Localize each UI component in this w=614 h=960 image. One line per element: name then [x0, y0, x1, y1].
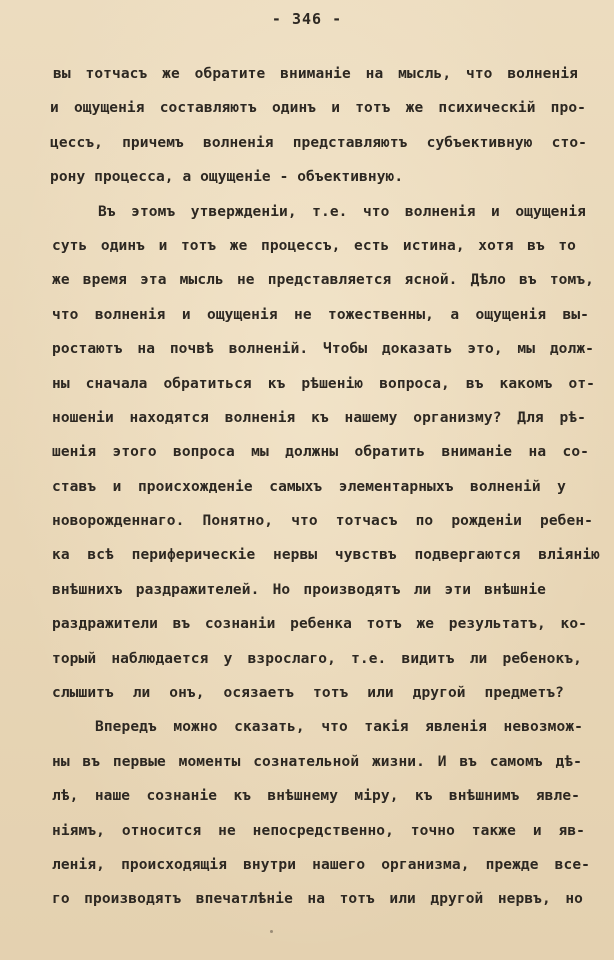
text-line: Впередъ можно сказать, что такія явленія невозмож- [95, 719, 583, 736]
text-line: рону процесса, а ощущеніе - объективную. [50, 169, 404, 186]
text-line: ношеніи находятся волненія къ нашему организму? Для рѣ- [52, 409, 586, 426]
paragraph-2 [0, 198, 614, 714]
text-line: же время эта мысль не представляется ясной. Дѣло въ томъ, [52, 272, 594, 289]
text-line: лѣ, наше сознаніе къ внѣшнему міру, къ внѣшнимъ явле- [52, 788, 580, 805]
text-line: раздражители въ сознаніи ребенка тотъ же результатъ, ко- [52, 616, 587, 633]
text-line: ленія, происходящія внутри нашего организма, прежде все- [52, 856, 590, 873]
text-line: внѣшнихъ раздражителей. Но производятъ ли эти внѣшніе [52, 581, 546, 598]
text-line: вы тотчасъ же обратите вниманіе на мысль, что волненія [53, 66, 578, 82]
paper-speck [270, 930, 273, 933]
text-line: слышитъ ли онъ, осязаетъ тотъ или другой предметъ? [52, 685, 564, 702]
text-line: и ощущенія составляютъ одинъ и тотъ же психическій про- [50, 100, 586, 117]
text-line: Въ этомъ утвержденіи, т.е. что волненія и ощущенія [98, 203, 586, 220]
text-line: ставъ и происхожденіе самыхъ элементарныхъ волненій у [52, 478, 566, 495]
text-line: что волненія и ощущенія не тожественны, а ощущенія вы- [52, 306, 589, 323]
text-line: шенія этого вопроса мы должны обратить вниманіе на со- [52, 444, 589, 461]
text-line: го производятъ впечатлѣніе на тотъ или другой нервъ, но [52, 891, 583, 908]
text-line: ны сначала обратиться къ рѣшенію вопроса, въ какомъ от- [52, 375, 595, 392]
text-line: ны въ первые моменты сознательной жизни. И въ самомъ дѣ- [52, 753, 582, 770]
text-line: ніямъ, относится не непосредственно, точно также и яв- [52, 822, 585, 839]
text-line: суть одинъ и тотъ же процессъ, есть истина, хотя въ то [52, 237, 576, 254]
page-number: - 346 - [271, 10, 343, 28]
text-line: ростаютъ на почвѣ волненій. Чтобы доказать это, мы долж- [52, 341, 594, 358]
text-line: ка всѣ периферическіе нервы чувствъ подвергаются вліянію [52, 547, 600, 564]
text-line: цессъ, причемъ волненія представляютъ субъективную сто- [50, 134, 587, 151]
paragraph-3 [0, 713, 614, 919]
body-text [0, 60, 614, 920]
text-line: новорожденнаго. Понятно, что тотчасъ по рожденіи ребен- [52, 513, 593, 530]
text-line: торый наблюдается у взрослаго, т.е. видитъ ли ребенокъ, [52, 650, 582, 667]
paragraph-1 [0, 60, 614, 198]
